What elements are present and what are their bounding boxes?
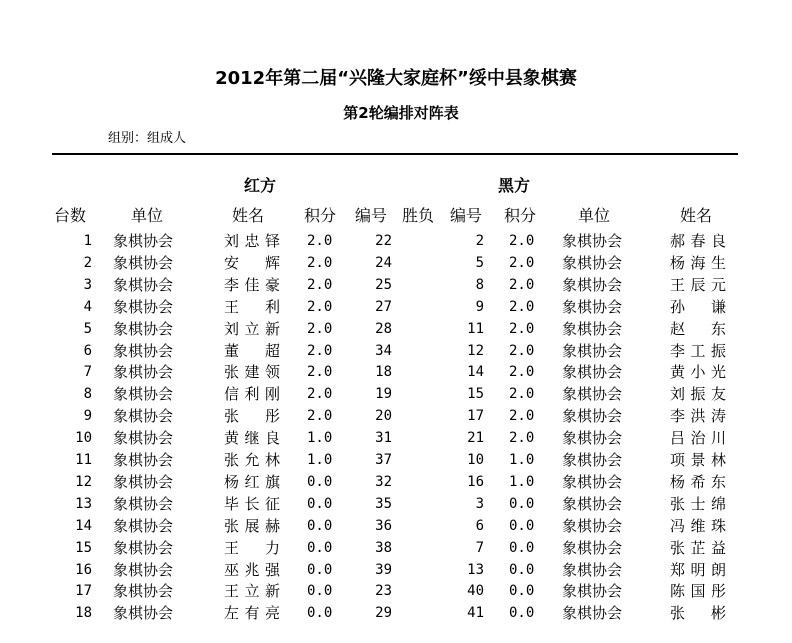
red-unit: 象棋协会 bbox=[113, 473, 174, 491]
black-points: 1.0 bbox=[509, 452, 535, 468]
red-points: 0.0 bbox=[307, 583, 333, 599]
black-unit: 象棋协会 bbox=[562, 276, 623, 294]
red-unit: 象棋协会 bbox=[113, 276, 174, 294]
red-unit: 象棋协会 bbox=[113, 451, 174, 469]
table-index: 5 bbox=[83, 321, 92, 337]
black-player-name: 吕治川 bbox=[670, 429, 726, 447]
red-points: 1.0 bbox=[307, 430, 333, 446]
black-unit: 象棋协会 bbox=[562, 232, 623, 250]
header-red-points: 积分 bbox=[304, 206, 337, 225]
red-player-name: 张展赫 bbox=[224, 517, 280, 535]
black-points: 2.0 bbox=[509, 277, 535, 293]
black-player-name: 项景林 bbox=[670, 451, 726, 469]
red-player-name: 杨红旗 bbox=[224, 473, 280, 491]
red-points: 2.0 bbox=[307, 299, 333, 315]
black-number: 21 bbox=[467, 430, 484, 446]
red-points: 2.0 bbox=[307, 408, 333, 424]
red-number: 39 bbox=[375, 562, 392, 578]
table-index: 8 bbox=[83, 386, 92, 402]
table-index: 7 bbox=[83, 364, 92, 380]
black-points: 2.0 bbox=[509, 343, 535, 359]
red-number: 18 bbox=[375, 364, 392, 380]
table-index: 13 bbox=[75, 496, 92, 512]
black-player-name: 李洪涛 bbox=[670, 407, 726, 425]
red-number: 31 bbox=[375, 430, 392, 446]
black-player-name: 赵东 bbox=[670, 320, 726, 338]
header-red-name: 姓名 bbox=[232, 206, 265, 225]
black-points: 0.0 bbox=[509, 518, 535, 534]
red-player-name: 王利 bbox=[224, 298, 280, 316]
red-player-name: 毕长征 bbox=[224, 495, 280, 513]
black-player-name: 杨希东 bbox=[670, 473, 726, 491]
red-number: 20 bbox=[375, 408, 392, 424]
black-points: 2.0 bbox=[509, 364, 535, 380]
header-divider bbox=[52, 153, 738, 155]
red-number: 22 bbox=[375, 233, 392, 249]
red-unit: 象棋协会 bbox=[113, 561, 174, 579]
red-unit: 象棋协会 bbox=[113, 407, 174, 425]
black-number: 41 bbox=[467, 605, 484, 621]
black-player-name: 李工振 bbox=[670, 342, 726, 360]
red-number: 37 bbox=[375, 452, 392, 468]
red-number: 35 bbox=[375, 496, 392, 512]
table-index: 6 bbox=[83, 343, 92, 359]
red-side-heading: 红方 bbox=[244, 176, 277, 195]
black-number: 16 bbox=[467, 474, 484, 490]
black-points: 1.0 bbox=[509, 474, 535, 490]
black-number: 8 bbox=[475, 277, 484, 293]
red-player-name: 张建领 bbox=[224, 363, 280, 381]
red-points: 0.0 bbox=[307, 605, 333, 621]
red-points: 0.0 bbox=[307, 474, 333, 490]
red-player-name: 张允林 bbox=[224, 451, 280, 469]
black-points: 2.0 bbox=[509, 255, 535, 271]
red-unit: 象棋协会 bbox=[113, 495, 174, 513]
red-number: 32 bbox=[375, 474, 392, 490]
red-points: 2.0 bbox=[307, 343, 333, 359]
black-number: 14 bbox=[467, 364, 484, 380]
black-unit: 象棋协会 bbox=[562, 407, 623, 425]
black-number: 13 bbox=[467, 562, 484, 578]
black-points: 2.0 bbox=[509, 430, 535, 446]
black-player-name: 张士绵 bbox=[670, 495, 726, 513]
black-number: 40 bbox=[467, 583, 484, 599]
black-points: 2.0 bbox=[509, 321, 535, 337]
black-points: 0.0 bbox=[509, 496, 535, 512]
black-unit: 象棋协会 bbox=[562, 495, 623, 513]
black-unit: 象棋协会 bbox=[562, 385, 623, 403]
black-unit: 象棋协会 bbox=[562, 298, 623, 316]
black-number: 3 bbox=[475, 496, 484, 512]
black-unit: 象棋协会 bbox=[562, 429, 623, 447]
red-points: 2.0 bbox=[307, 255, 333, 271]
red-player-name: 刘立新 bbox=[224, 320, 280, 338]
red-points: 2.0 bbox=[307, 364, 333, 380]
table-index: 10 bbox=[75, 430, 92, 446]
black-player-name: 杨海生 bbox=[670, 254, 726, 272]
black-number: 9 bbox=[475, 299, 484, 315]
red-number: 29 bbox=[375, 605, 392, 621]
black-number: 15 bbox=[467, 386, 484, 402]
red-unit: 象棋协会 bbox=[113, 539, 174, 557]
table-index: 16 bbox=[75, 562, 92, 578]
header-black-points: 积分 bbox=[504, 206, 537, 225]
black-number: 2 bbox=[475, 233, 484, 249]
red-unit: 象棋协会 bbox=[113, 517, 174, 535]
red-number: 25 bbox=[375, 277, 392, 293]
black-unit: 象棋协会 bbox=[562, 451, 623, 469]
black-player-name: 孙谦 bbox=[670, 298, 726, 316]
red-unit: 象棋协会 bbox=[113, 604, 174, 622]
red-player-name: 张彤 bbox=[224, 407, 280, 425]
red-number: 28 bbox=[375, 321, 392, 337]
black-player-name: 张芷益 bbox=[670, 539, 726, 557]
red-player-name: 左有亮 bbox=[224, 604, 280, 622]
black-number: 5 bbox=[475, 255, 484, 271]
red-player-name: 安辉 bbox=[224, 254, 280, 272]
red-number: 36 bbox=[375, 518, 392, 534]
red-number: 24 bbox=[375, 255, 392, 271]
table-index: 17 bbox=[75, 583, 92, 599]
red-unit: 象棋协会 bbox=[113, 582, 174, 600]
black-points: 0.0 bbox=[509, 583, 535, 599]
header-index: 台数 bbox=[54, 206, 87, 225]
black-points: 0.0 bbox=[509, 540, 535, 556]
red-points: 2.0 bbox=[307, 233, 333, 249]
table-index: 1 bbox=[83, 233, 92, 249]
red-unit: 象棋协会 bbox=[113, 385, 174, 403]
black-number: 11 bbox=[467, 321, 484, 337]
red-points: 2.0 bbox=[307, 321, 333, 337]
black-unit: 象棋协会 bbox=[562, 342, 623, 360]
red-unit: 象棋协会 bbox=[113, 320, 174, 338]
header-result: 胜负 bbox=[402, 206, 435, 225]
red-points: 0.0 bbox=[307, 540, 333, 556]
red-unit: 象棋协会 bbox=[113, 342, 174, 360]
black-player-name: 郝春良 bbox=[670, 232, 726, 250]
red-player-name: 巫兆强 bbox=[224, 561, 280, 579]
red-points: 2.0 bbox=[307, 277, 333, 293]
red-points: 0.0 bbox=[307, 496, 333, 512]
black-player-name: 郑明朗 bbox=[670, 561, 726, 579]
black-unit: 象棋协会 bbox=[562, 561, 623, 579]
red-player-name: 董超 bbox=[224, 342, 280, 360]
red-points: 1.0 bbox=[307, 452, 333, 468]
page-subtitle: 第2轮编排对阵表 bbox=[343, 104, 459, 122]
table-index: 18 bbox=[75, 605, 92, 621]
black-player-name: 黄小光 bbox=[670, 363, 726, 381]
header-black-unit: 单位 bbox=[578, 206, 611, 225]
black-unit: 象棋协会 bbox=[562, 517, 623, 535]
red-points: 2.0 bbox=[307, 386, 333, 402]
red-points: 0.0 bbox=[307, 562, 333, 578]
black-points: 0.0 bbox=[509, 562, 535, 578]
black-number: 17 bbox=[467, 408, 484, 424]
black-player-name: 陈国彤 bbox=[670, 582, 726, 600]
black-number: 6 bbox=[475, 518, 484, 534]
black-number: 7 bbox=[475, 540, 484, 556]
table-index: 14 bbox=[75, 518, 92, 534]
black-points: 0.0 bbox=[509, 605, 535, 621]
red-player-name: 信利刚 bbox=[224, 385, 280, 403]
red-unit: 象棋协会 bbox=[113, 232, 174, 250]
red-number: 27 bbox=[375, 299, 392, 315]
black-unit: 象棋协会 bbox=[562, 539, 623, 557]
group-label: 组别：组成人 bbox=[108, 131, 187, 146]
table-index: 11 bbox=[75, 452, 92, 468]
black-unit: 象棋协会 bbox=[562, 254, 623, 272]
table-index: 15 bbox=[75, 540, 92, 556]
red-player-name: 李佳豪 bbox=[224, 276, 280, 294]
black-unit: 象棋协会 bbox=[562, 363, 623, 381]
red-player-name: 黄继良 bbox=[224, 429, 280, 447]
black-player-name: 刘振友 bbox=[670, 385, 726, 403]
red-unit: 象棋协会 bbox=[113, 298, 174, 316]
header-red-number: 编号 bbox=[355, 206, 388, 225]
header-black-number: 编号 bbox=[450, 206, 483, 225]
black-points: 2.0 bbox=[509, 408, 535, 424]
black-number: 10 bbox=[467, 452, 484, 468]
table-index: 2 bbox=[83, 255, 92, 271]
red-player-name: 王力 bbox=[224, 539, 280, 557]
black-number: 12 bbox=[467, 343, 484, 359]
table-index: 12 bbox=[75, 474, 92, 490]
table-index: 9 bbox=[83, 408, 92, 424]
header-black-name: 姓名 bbox=[680, 206, 713, 225]
black-points: 2.0 bbox=[509, 386, 535, 402]
black-unit: 象棋协会 bbox=[562, 604, 623, 622]
black-side-heading: 黑方 bbox=[498, 176, 531, 195]
red-number: 38 bbox=[375, 540, 392, 556]
red-unit: 象棋协会 bbox=[113, 363, 174, 381]
header-red-unit: 单位 bbox=[131, 206, 164, 225]
red-unit: 象棋协会 bbox=[113, 429, 174, 447]
black-unit: 象棋协会 bbox=[562, 582, 623, 600]
red-number: 19 bbox=[375, 386, 392, 402]
table-index: 3 bbox=[83, 277, 92, 293]
page-title: 2012年第二届“兴隆大家庭杯”绥中县象棋赛 bbox=[215, 68, 577, 89]
black-unit: 象棋协会 bbox=[562, 320, 623, 338]
black-points: 2.0 bbox=[509, 299, 535, 315]
red-points: 0.0 bbox=[307, 518, 333, 534]
red-player-name: 王立新 bbox=[224, 582, 280, 600]
black-player-name: 冯维珠 bbox=[670, 517, 726, 535]
black-points: 2.0 bbox=[509, 233, 535, 249]
black-player-name: 王辰元 bbox=[670, 276, 726, 294]
red-player-name: 刘忠铎 bbox=[224, 232, 280, 250]
table-index: 4 bbox=[83, 299, 92, 315]
black-player-name: 张彬 bbox=[670, 604, 726, 622]
red-number: 23 bbox=[375, 583, 392, 599]
red-unit: 象棋协会 bbox=[113, 254, 174, 272]
red-number: 34 bbox=[375, 343, 392, 359]
black-unit: 象棋协会 bbox=[562, 473, 623, 491]
